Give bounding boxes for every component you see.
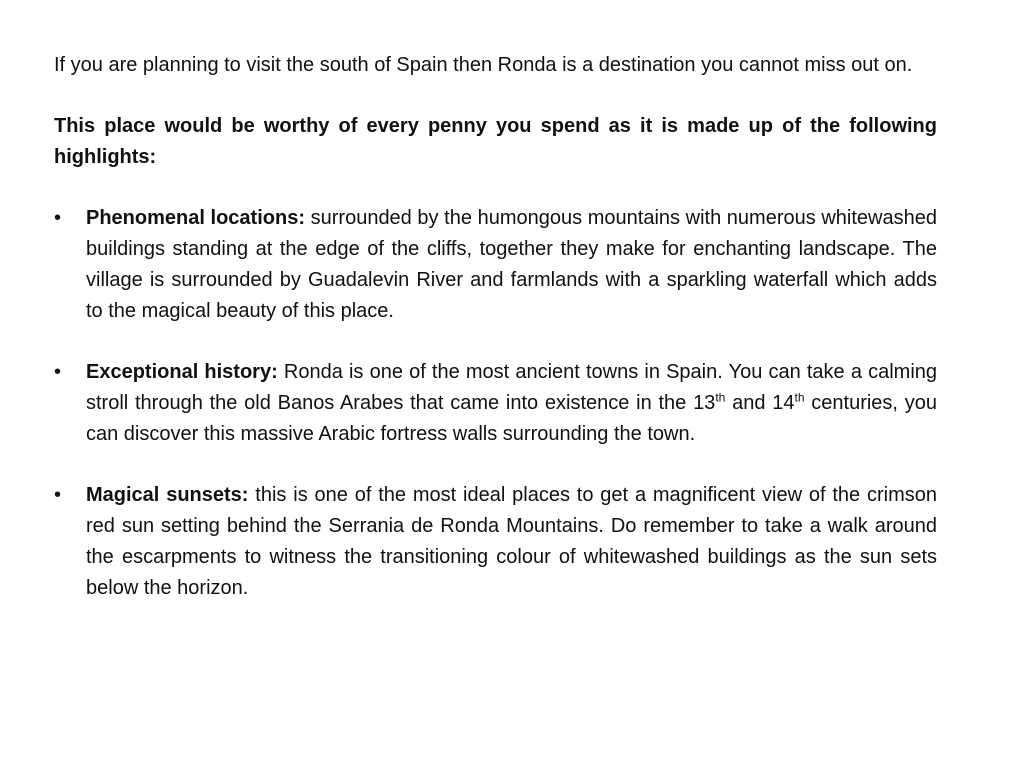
bullet-item-history bbox=[54, 357, 937, 450]
ordinal-suffix: th bbox=[794, 390, 805, 405]
bullet-body: Ronda is one of the most ancient towns in Spain. You can take a calming stroll through the old Banos Arabes that came into existence in the bbox=[86, 361, 938, 414]
ordinal-suffix: th bbox=[715, 390, 726, 405]
lead-paragraph: This place would be worthy of every penny you spend as it is made up of the following highlights: bbox=[54, 115, 937, 168]
bullet-body: centuries, you can discover this massive Arabic fortress walls surrounding the town. bbox=[86, 392, 937, 445]
century-number: 13 bbox=[693, 392, 716, 414]
bullet-heading: Magical sunsets: bbox=[86, 484, 249, 506]
bullet-heading: Exceptional history: bbox=[86, 361, 278, 383]
spacer bbox=[54, 173, 937, 203]
bullet-icon: • bbox=[54, 207, 62, 229]
bullet-item-sunsets bbox=[54, 480, 937, 604]
bullet-body: this is one of the most ideal places to get a magnificent view of the crimson red sun setting behind the Serrania de Ronda Mountains. Do remember to take a walk around the escarpments to witness the transitioning colour of whitewashed buildings as the sun sets below the horizon. bbox=[86, 484, 938, 599]
bullet-body-conjunction: and bbox=[732, 392, 766, 414]
slide-content bbox=[54, 50, 937, 604]
intro-paragraph: If you are planning to visit the south of Spain then Ronda is a destination you cannot miss out on. bbox=[54, 54, 913, 76]
bullet-icon: • bbox=[54, 484, 62, 506]
bullet-item-locations bbox=[54, 203, 937, 327]
spacer bbox=[54, 327, 937, 357]
spacer bbox=[54, 450, 937, 480]
bullet-icon: • bbox=[54, 361, 62, 383]
bullet-heading: Phenomenal locations: bbox=[86, 207, 305, 229]
bullet-body: surrounded by the humongous mountains with numerous whitewashed buildings standing at the edge of the cliffs, together they make for enchanting landscape. The village is surrounded by Guadalevin River and farmlands with a sparkling waterfall which adds to the magical beauty of this place. bbox=[86, 207, 937, 322]
spacer bbox=[54, 81, 937, 111]
century-number: 14 bbox=[772, 392, 795, 414]
